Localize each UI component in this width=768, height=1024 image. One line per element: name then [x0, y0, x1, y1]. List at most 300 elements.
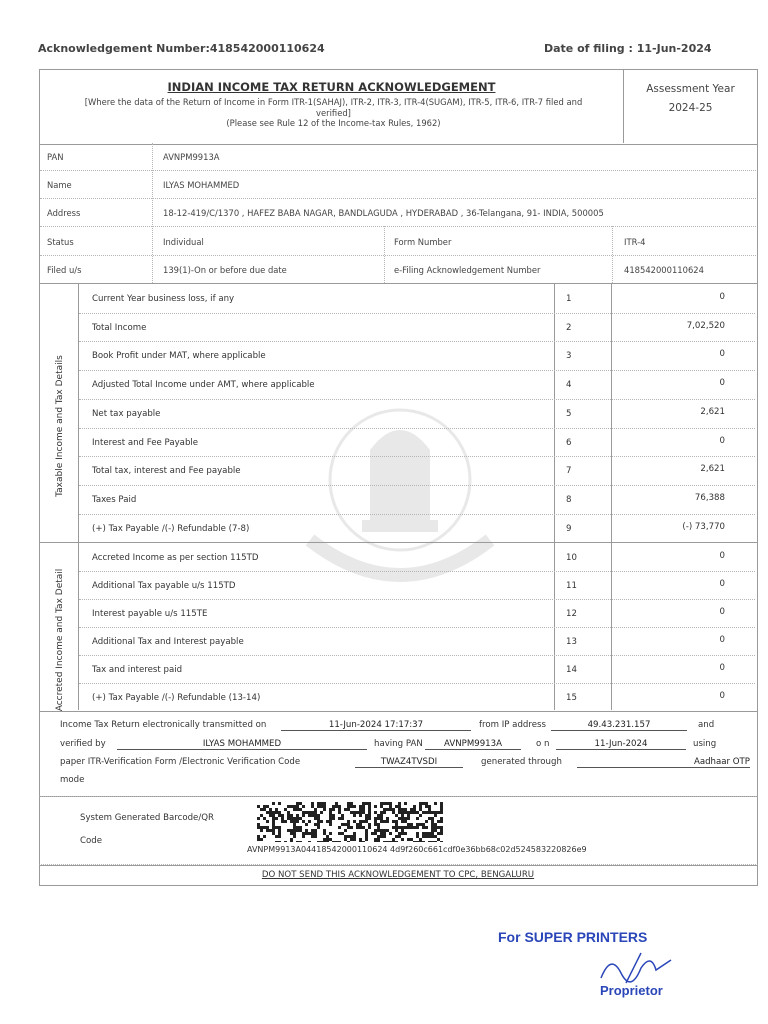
barcode-module — [368, 826, 371, 829]
barcode-module — [362, 808, 365, 811]
info-col-divider — [384, 226, 385, 283]
barcode-module — [422, 826, 425, 829]
barcode-module — [428, 805, 431, 808]
barcode-module — [341, 817, 344, 820]
barcode-module — [257, 817, 260, 820]
barcode-module — [329, 823, 332, 826]
row-number: 9 — [566, 523, 572, 534]
barcode-module — [410, 838, 413, 841]
barcode-module — [374, 817, 377, 820]
barcode-module — [287, 814, 290, 817]
barcode-module — [269, 808, 272, 811]
barcode-module — [404, 811, 407, 814]
barcode-module — [425, 820, 428, 823]
barcode-module — [377, 823, 380, 826]
barcode-module — [407, 838, 410, 841]
barcode-module — [419, 805, 422, 808]
barcode-module — [386, 817, 389, 820]
barcode-module — [422, 811, 425, 814]
efiling-ack-value: 418542000110624 — [624, 265, 704, 275]
barcode-module — [359, 808, 362, 811]
barcode-module — [389, 805, 392, 808]
row-number: 7 — [566, 466, 572, 477]
section-label-divider — [78, 284, 79, 542]
barcode-module — [428, 817, 431, 820]
pan-value: AVNPM9913A — [163, 152, 220, 162]
barcode-module — [371, 832, 374, 835]
subtitle-line-3: (Please see Rule 12 of the Income-tax Rules, 1962) — [226, 118, 441, 128]
form-number-label: Form Number — [394, 237, 452, 247]
barcode-module — [278, 811, 281, 814]
row-value: 2,621 — [700, 464, 725, 475]
row-value: 0 — [719, 435, 725, 446]
barcode-module — [404, 802, 407, 805]
barcode-module — [404, 817, 407, 820]
barcode-module — [425, 826, 428, 829]
barcode-module — [374, 811, 377, 814]
barcode-module — [329, 820, 332, 823]
barcode-module — [299, 808, 302, 811]
barcode-module — [401, 808, 404, 811]
barcode-module — [290, 838, 293, 841]
barcode-module — [269, 811, 272, 814]
barcode-module — [290, 814, 293, 817]
barcode-module — [338, 841, 341, 842]
barcode-module — [293, 805, 296, 808]
barcode-code-text: AVNPM9913A04418542000110624 4d9f260c661cdf0e36bb68c02d524583220826e9 — [247, 845, 587, 854]
barcode-module — [377, 826, 380, 829]
verification-text-2: from IP address — [479, 720, 546, 730]
barcode-module — [359, 826, 362, 829]
barcode-module — [347, 805, 350, 808]
barcode-module — [374, 832, 377, 835]
barcode-module — [293, 826, 296, 829]
barcode-module — [440, 805, 443, 808]
barcode-module — [320, 820, 323, 823]
barcode-module — [323, 808, 326, 811]
barcode-module — [374, 820, 377, 823]
barcode-module — [362, 802, 365, 805]
barcode-module — [401, 838, 404, 841]
barcode-module — [395, 823, 398, 826]
barcode-module — [335, 841, 338, 842]
barcode-module — [434, 829, 437, 832]
barcode-module — [407, 823, 410, 826]
row-label: (+) Tax Payable /(-) Refundable (7-8) — [92, 523, 250, 534]
barcode-module — [311, 811, 314, 814]
barcode-module — [317, 817, 320, 820]
signature-scribble — [596, 948, 686, 988]
barcode-module — [374, 805, 377, 808]
row-number: 2 — [566, 322, 572, 333]
barcode-module — [362, 841, 365, 842]
row-value: 0 — [719, 634, 725, 645]
barcode-module — [380, 829, 383, 832]
barcode-module — [260, 808, 263, 811]
barcode-module — [350, 802, 353, 805]
row-value: 0 — [719, 578, 725, 589]
barcode-module — [323, 832, 326, 835]
barcode-module — [383, 811, 386, 814]
barcode-module — [332, 841, 335, 842]
barcode-module — [296, 829, 299, 832]
barcode-module — [308, 814, 311, 817]
barcode-module — [407, 814, 410, 817]
info-row-line — [40, 170, 756, 171]
barcode-module — [440, 832, 443, 835]
barcode-module — [413, 808, 416, 811]
barcode-module — [437, 811, 440, 814]
barcode-module — [422, 832, 425, 835]
barcode-module — [398, 805, 401, 808]
row-separator — [79, 485, 755, 486]
barcode-module — [302, 805, 305, 808]
barcode-module — [413, 841, 416, 842]
barcode-module — [380, 835, 383, 838]
barcode-module — [428, 808, 431, 811]
barcode-module — [278, 814, 281, 817]
barcode-module — [398, 832, 401, 835]
row-label: Total tax, interest and Fee payable — [92, 466, 241, 477]
barcode-module — [440, 802, 443, 805]
barcode-module — [278, 802, 281, 805]
barcode-module — [266, 805, 269, 808]
verification-text-6: o n — [536, 739, 550, 749]
barcode-module — [338, 832, 341, 835]
verification-text-10: mode — [60, 775, 85, 785]
barcode-module — [347, 820, 350, 823]
barcode-module — [374, 841, 377, 842]
barcode-module — [374, 838, 377, 841]
barcode-module — [416, 841, 419, 842]
barcode-module — [314, 823, 317, 826]
barcode-module — [278, 829, 281, 832]
barcode-module — [431, 820, 434, 823]
barcode-module — [389, 841, 392, 842]
barcode-module — [326, 835, 329, 838]
barcode-module — [299, 829, 302, 832]
barcode-module — [314, 808, 317, 811]
barcode-module — [344, 808, 347, 811]
barcode-module — [374, 829, 377, 832]
barcode-module — [431, 817, 434, 820]
ip-address: 49.43.231.157 — [551, 720, 687, 731]
barcode-module — [323, 829, 326, 832]
barcode-module — [284, 808, 287, 811]
barcode-module — [383, 808, 386, 811]
barcode-module — [431, 826, 434, 829]
barcode-module — [272, 817, 275, 820]
barcode-module — [272, 814, 275, 817]
row-label: Tax and interest paid — [92, 664, 183, 675]
barcode-module — [401, 829, 404, 832]
barcode-module — [284, 841, 287, 842]
barcode-module — [428, 811, 431, 814]
barcode-module — [296, 820, 299, 823]
row-label: Book Profit under MAT, where applicable — [92, 351, 266, 362]
barcode-module — [314, 832, 317, 835]
row-number: 3 — [566, 351, 572, 362]
barcode-module — [272, 832, 275, 835]
barcode-module — [383, 829, 386, 832]
barcode-module — [437, 838, 440, 841]
barcode-module — [434, 826, 437, 829]
barcode-module — [380, 811, 383, 814]
barcode-module — [422, 802, 425, 805]
barcode-module — [410, 808, 413, 811]
barcode-module — [344, 823, 347, 826]
row-separator — [79, 428, 755, 429]
barcode-module — [317, 814, 320, 817]
barcode-module — [419, 841, 422, 842]
barcode-module — [329, 814, 332, 817]
barcode-module — [260, 814, 263, 817]
barcode-module — [311, 835, 314, 838]
barcode-module — [359, 805, 362, 808]
barcode-module — [296, 841, 299, 842]
row-value: 0 — [719, 349, 725, 360]
barcode-module — [299, 841, 302, 842]
row-value: 0 — [719, 662, 725, 673]
barcode-module — [332, 817, 335, 820]
verification-text-5: having PAN — [374, 739, 423, 749]
barcode-module — [413, 826, 416, 829]
barcode-module — [260, 838, 263, 841]
barcode-module — [272, 802, 275, 805]
transmitted-on: 11-Jun-2024 17:17:37 — [281, 720, 471, 731]
row-label: Interest payable u/s 115TE — [92, 608, 208, 619]
row-label: (+) Tax Payable /(-) Refundable (13-14) — [92, 692, 261, 703]
barcode-module — [368, 808, 371, 811]
barcode-module — [437, 820, 440, 823]
barcode-module — [425, 835, 428, 838]
verification-text-1: Income Tax Return electronically transmitted on — [60, 720, 267, 730]
barcode-module — [257, 805, 260, 808]
barcode-module — [428, 835, 431, 838]
barcode-module — [365, 817, 368, 820]
row-number: 8 — [566, 494, 572, 505]
barcode-module — [392, 811, 395, 814]
barcode-module — [431, 835, 434, 838]
row-value: 0 — [719, 378, 725, 389]
barcode-module — [263, 826, 266, 829]
barcode-module — [305, 811, 308, 814]
barcode-module — [365, 838, 368, 841]
barcode-module — [440, 817, 443, 820]
barcode-module — [380, 832, 383, 835]
verification-text-9: generated through — [481, 757, 562, 767]
barcode-module — [383, 841, 386, 842]
barcode-module — [296, 802, 299, 805]
barcode-module — [440, 829, 443, 832]
barcode-module — [350, 805, 353, 808]
barcode-module — [419, 823, 422, 826]
barcode-module — [389, 802, 392, 805]
barcode-module — [302, 811, 305, 814]
barcode-module — [428, 841, 431, 842]
printer-stamp: For SUPER PRINTERS — [498, 929, 648, 945]
barcode-module — [314, 811, 317, 814]
barcode-module — [425, 811, 428, 814]
barcode-module — [329, 838, 332, 841]
barcode-module — [338, 811, 341, 814]
assessment-year-label: Assessment Year — [646, 83, 735, 95]
barcode-module — [440, 808, 443, 811]
subtitle-line-1: [Where the data of the Return of Income in Form ITR-1(SAHAJ), ITR-2, ITR-3, ITR-4(SUGAM), ITR-5, ITR-6, ITR-7 filed and — [84, 97, 583, 107]
barcode-module — [353, 832, 356, 835]
info-col-divider — [152, 143, 153, 283]
barcode-module — [401, 820, 404, 823]
barcode-module — [341, 823, 344, 826]
barcode-module — [311, 805, 314, 808]
barcode-module — [275, 808, 278, 811]
barcode-module — [353, 811, 356, 814]
barcode-module — [359, 820, 362, 823]
barcode-module — [416, 823, 419, 826]
barcode-module — [434, 802, 437, 805]
barcode-module — [398, 808, 401, 811]
barcode-module — [398, 802, 401, 805]
row-number: 5 — [566, 408, 572, 419]
barcode-module — [422, 835, 425, 838]
evc-code: TWAZ4TVSDI — [355, 757, 463, 768]
document-title: INDIAN INCOME TAX RETURN ACKNOWLEDGEMENT — [167, 80, 496, 94]
barcode-module — [329, 832, 332, 835]
barcode-module — [416, 817, 419, 820]
barcode-module — [398, 817, 401, 820]
barcode-module — [275, 811, 278, 814]
barcode-module — [335, 802, 338, 805]
barcode-module — [257, 823, 260, 826]
barcode-module — [278, 832, 281, 835]
barcode-module — [353, 814, 356, 817]
barcode-module — [416, 832, 419, 835]
row-number: 12 — [566, 608, 577, 619]
header-divider — [623, 70, 624, 143]
barcode-module — [317, 802, 320, 805]
barcode-module — [380, 805, 383, 808]
efiling-ack-label: e-Filing Acknowledgement Number — [394, 265, 541, 275]
barcode-module — [383, 820, 386, 823]
row-number: 6 — [566, 437, 572, 448]
row-number: 10 — [566, 553, 577, 563]
row-value: 0 — [719, 690, 725, 701]
barcode-module — [350, 826, 353, 829]
row-separator — [79, 599, 755, 600]
barcode-module — [401, 817, 404, 820]
barcode-module — [407, 826, 410, 829]
barcode-module — [401, 826, 404, 829]
barcode-image — [257, 802, 443, 842]
barcode-module — [311, 802, 314, 805]
verification-text-8: paper ITR-Verification Form /Electronic Verification Code — [60, 757, 301, 767]
barcode-module — [314, 814, 317, 817]
barcode-module — [275, 835, 278, 838]
barcode-module — [431, 823, 434, 826]
barcode-module — [266, 811, 269, 814]
barcode-module — [281, 814, 284, 817]
barcode-module — [257, 826, 260, 829]
barcode-module — [398, 826, 401, 829]
barcode-module — [314, 835, 317, 838]
barcode-module — [293, 808, 296, 811]
barcode-module — [311, 814, 314, 817]
barcode-module — [395, 814, 398, 817]
barcode-module — [263, 808, 266, 811]
barcode-module — [413, 805, 416, 808]
generated-through: Aadhaar OTP — [577, 757, 750, 768]
barcode-module — [347, 841, 350, 842]
filed-us-value: 139(1)-On or before due date — [163, 265, 287, 275]
barcode-module — [431, 832, 434, 835]
barcode-module — [323, 805, 326, 808]
barcode-module — [434, 814, 437, 817]
barcode-module — [257, 835, 260, 838]
barcode-module — [320, 841, 323, 842]
barcode-module — [320, 802, 323, 805]
barcode-module — [293, 823, 296, 826]
barcode-module — [377, 838, 380, 841]
barcode-module — [365, 835, 368, 838]
row-separator — [79, 655, 755, 656]
barcode-module — [344, 835, 347, 838]
barcode-module — [353, 805, 356, 808]
barcode-module — [332, 808, 335, 811]
barcode-module — [278, 835, 281, 838]
barcode-module — [281, 817, 284, 820]
row-number: 4 — [566, 380, 572, 391]
info-row-line — [40, 255, 756, 256]
proprietor-label: Proprietor — [600, 983, 663, 998]
barcode-module — [410, 826, 413, 829]
row-label: Taxes Paid — [92, 494, 137, 505]
barcode-module — [410, 811, 413, 814]
barcode-module — [410, 823, 413, 826]
barcode-module — [404, 820, 407, 823]
name-value: ILYAS MOHAMMED — [163, 180, 240, 190]
barcode-module — [281, 820, 284, 823]
barcode-module — [257, 838, 260, 841]
barcode-module — [284, 820, 287, 823]
barcode-module — [419, 802, 422, 805]
barcode-module — [431, 811, 434, 814]
row-value: 0 — [719, 606, 725, 617]
barcode-module — [353, 835, 356, 838]
barcode-module — [299, 826, 302, 829]
row-value: 7,02,520 — [686, 320, 725, 331]
row-separator — [79, 399, 755, 400]
barcode-module — [347, 835, 350, 838]
pan-label: PAN — [47, 152, 64, 162]
row-label: Interest and Fee Payable — [92, 437, 199, 448]
barcode-module — [356, 811, 359, 814]
barcode-module — [395, 835, 398, 838]
barcode-module — [278, 826, 281, 829]
barcode-module — [431, 841, 434, 842]
barcode-module — [272, 826, 275, 829]
row-number: 11 — [566, 580, 577, 591]
barcode-module — [317, 823, 320, 826]
barcode-module — [419, 808, 422, 811]
barcode-module — [380, 820, 383, 823]
barcode-module — [368, 805, 371, 808]
row-separator — [79, 683, 755, 684]
barcode-module — [323, 802, 326, 805]
barcode-module — [338, 808, 341, 811]
barcode-module — [383, 802, 386, 805]
barcode-module — [293, 832, 296, 835]
barcode-module — [377, 817, 380, 820]
